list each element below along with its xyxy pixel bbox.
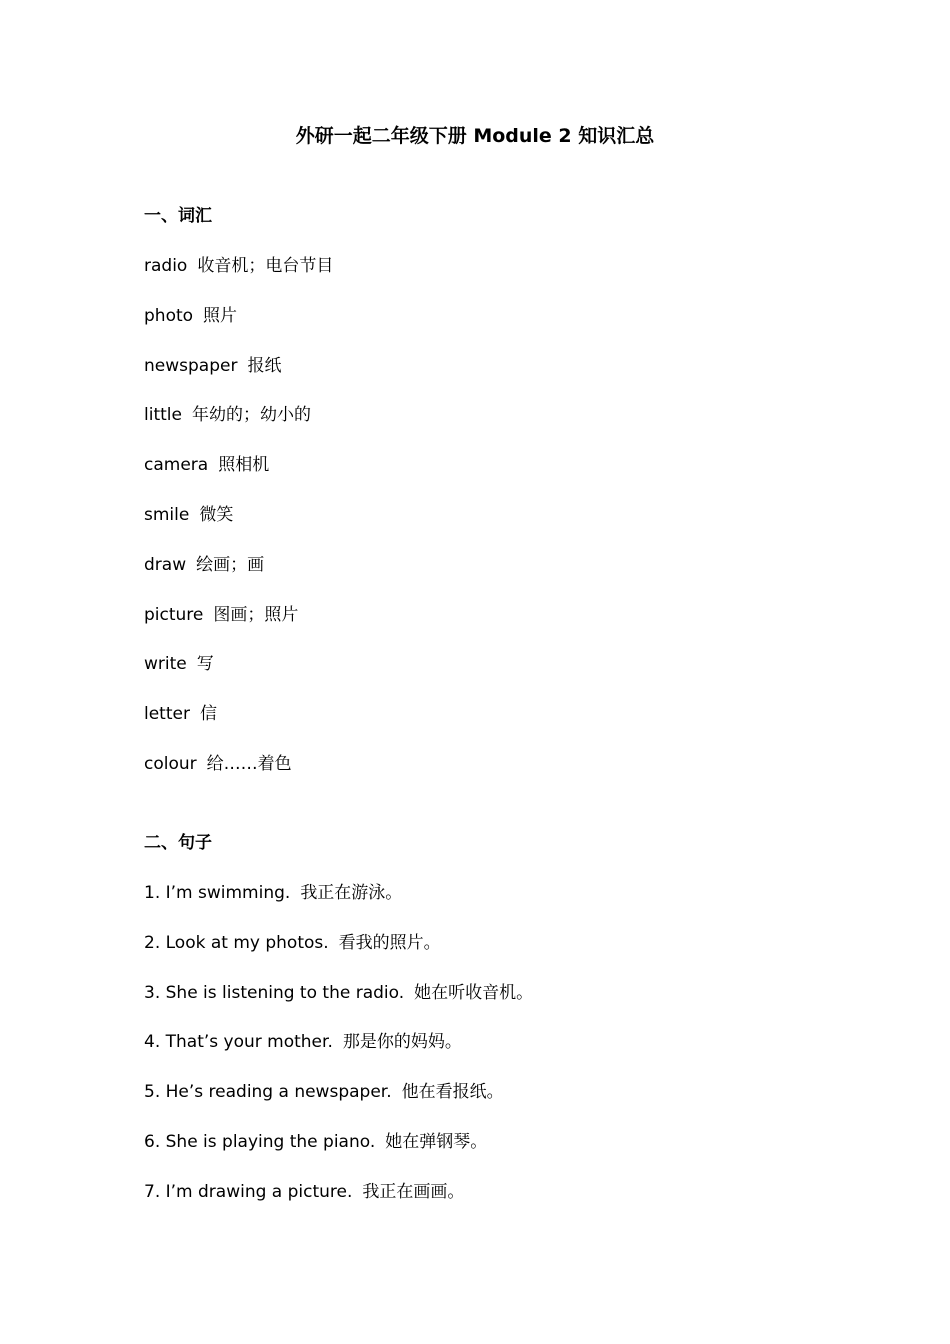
- page-title: 外研一起二年级下册 Module 2 知识汇总: [295, 125, 655, 147]
- vocab-heading: 一、词汇: [144, 206, 212, 226]
- sentence-item: [144, 1030, 462, 1054]
- vocab-meaning: 绘画；画: [196, 555, 265, 575]
- sentence-item: [144, 1130, 487, 1154]
- vocab-word: colour: [144, 754, 197, 774]
- vocab-item: [144, 553, 264, 577]
- sentence-english: 7. I’m drawing a picture.: [144, 1182, 353, 1202]
- vocab-meaning: 照片: [203, 306, 238, 326]
- sentence-chinese: 看我的照片。: [338, 933, 441, 953]
- vocab-meaning: 收音机；电台节目: [197, 256, 334, 276]
- sentence-english: 1. I’m swimming.: [144, 883, 291, 903]
- vocab-word: smile: [144, 505, 190, 525]
- vocab-meaning: 给……着色: [206, 754, 292, 774]
- sentence-english: 3. She is listening to the radio.: [144, 983, 405, 1003]
- vocab-word: camera: [144, 455, 209, 475]
- sentence-chinese: 他在看报纸。: [401, 1082, 504, 1102]
- vocab-meaning: 照相机: [218, 455, 270, 475]
- sentence-english: 4. That’s your mother.: [144, 1032, 333, 1052]
- sentence-english: 2. Look at my photos.: [144, 933, 329, 953]
- vocab-word: draw: [144, 555, 187, 575]
- vocab-meaning: 微笑: [199, 505, 234, 525]
- sentence-english: 5. He’s reading a newspaper.: [144, 1082, 392, 1102]
- sentence-item: [144, 881, 402, 905]
- sentence-chinese: 我正在游泳。: [300, 883, 403, 903]
- vocab-meaning: 图画；照片: [213, 605, 299, 625]
- sentence-chinese: 那是你的妈妈。: [342, 1032, 462, 1052]
- vocab-item: [144, 354, 281, 378]
- vocab-word: little: [144, 405, 182, 425]
- vocab-meaning: 年幼的；幼小的: [191, 405, 311, 425]
- sentence-chinese: 她在听收音机。: [414, 983, 534, 1003]
- sentence-item: [144, 981, 533, 1005]
- vocab-item: [144, 254, 333, 278]
- vocab-item: [144, 752, 292, 776]
- vocab-word: picture: [144, 605, 204, 625]
- vocab-item: [144, 603, 298, 627]
- vocab-item: [144, 503, 233, 527]
- sentence-chinese: 她在弹钢琴。: [385, 1132, 488, 1152]
- sentence-chinese: 我正在画画。: [362, 1182, 465, 1202]
- vocab-item: [144, 702, 217, 726]
- vocab-item: [144, 304, 237, 328]
- sentence-item: [144, 931, 441, 955]
- vocab-word: newspaper: [144, 356, 238, 376]
- vocab-meaning: 信: [199, 704, 217, 724]
- vocab-word: letter: [144, 704, 190, 724]
- vocab-item: [144, 453, 269, 477]
- sentence-item: [144, 1080, 504, 1104]
- sentence-item: [144, 1180, 464, 1204]
- sentences-heading: 二、句子: [144, 833, 212, 853]
- vocab-meaning: 报纸: [247, 356, 282, 376]
- vocab-item: [144, 652, 214, 676]
- sentence-english: 6. She is playing the piano.: [144, 1132, 376, 1152]
- vocab-meaning: 写: [196, 654, 214, 674]
- vocab-word: radio: [144, 256, 188, 276]
- vocab-item: [144, 403, 311, 427]
- vocab-word: photo: [144, 306, 194, 326]
- vocab-word: write: [144, 654, 187, 674]
